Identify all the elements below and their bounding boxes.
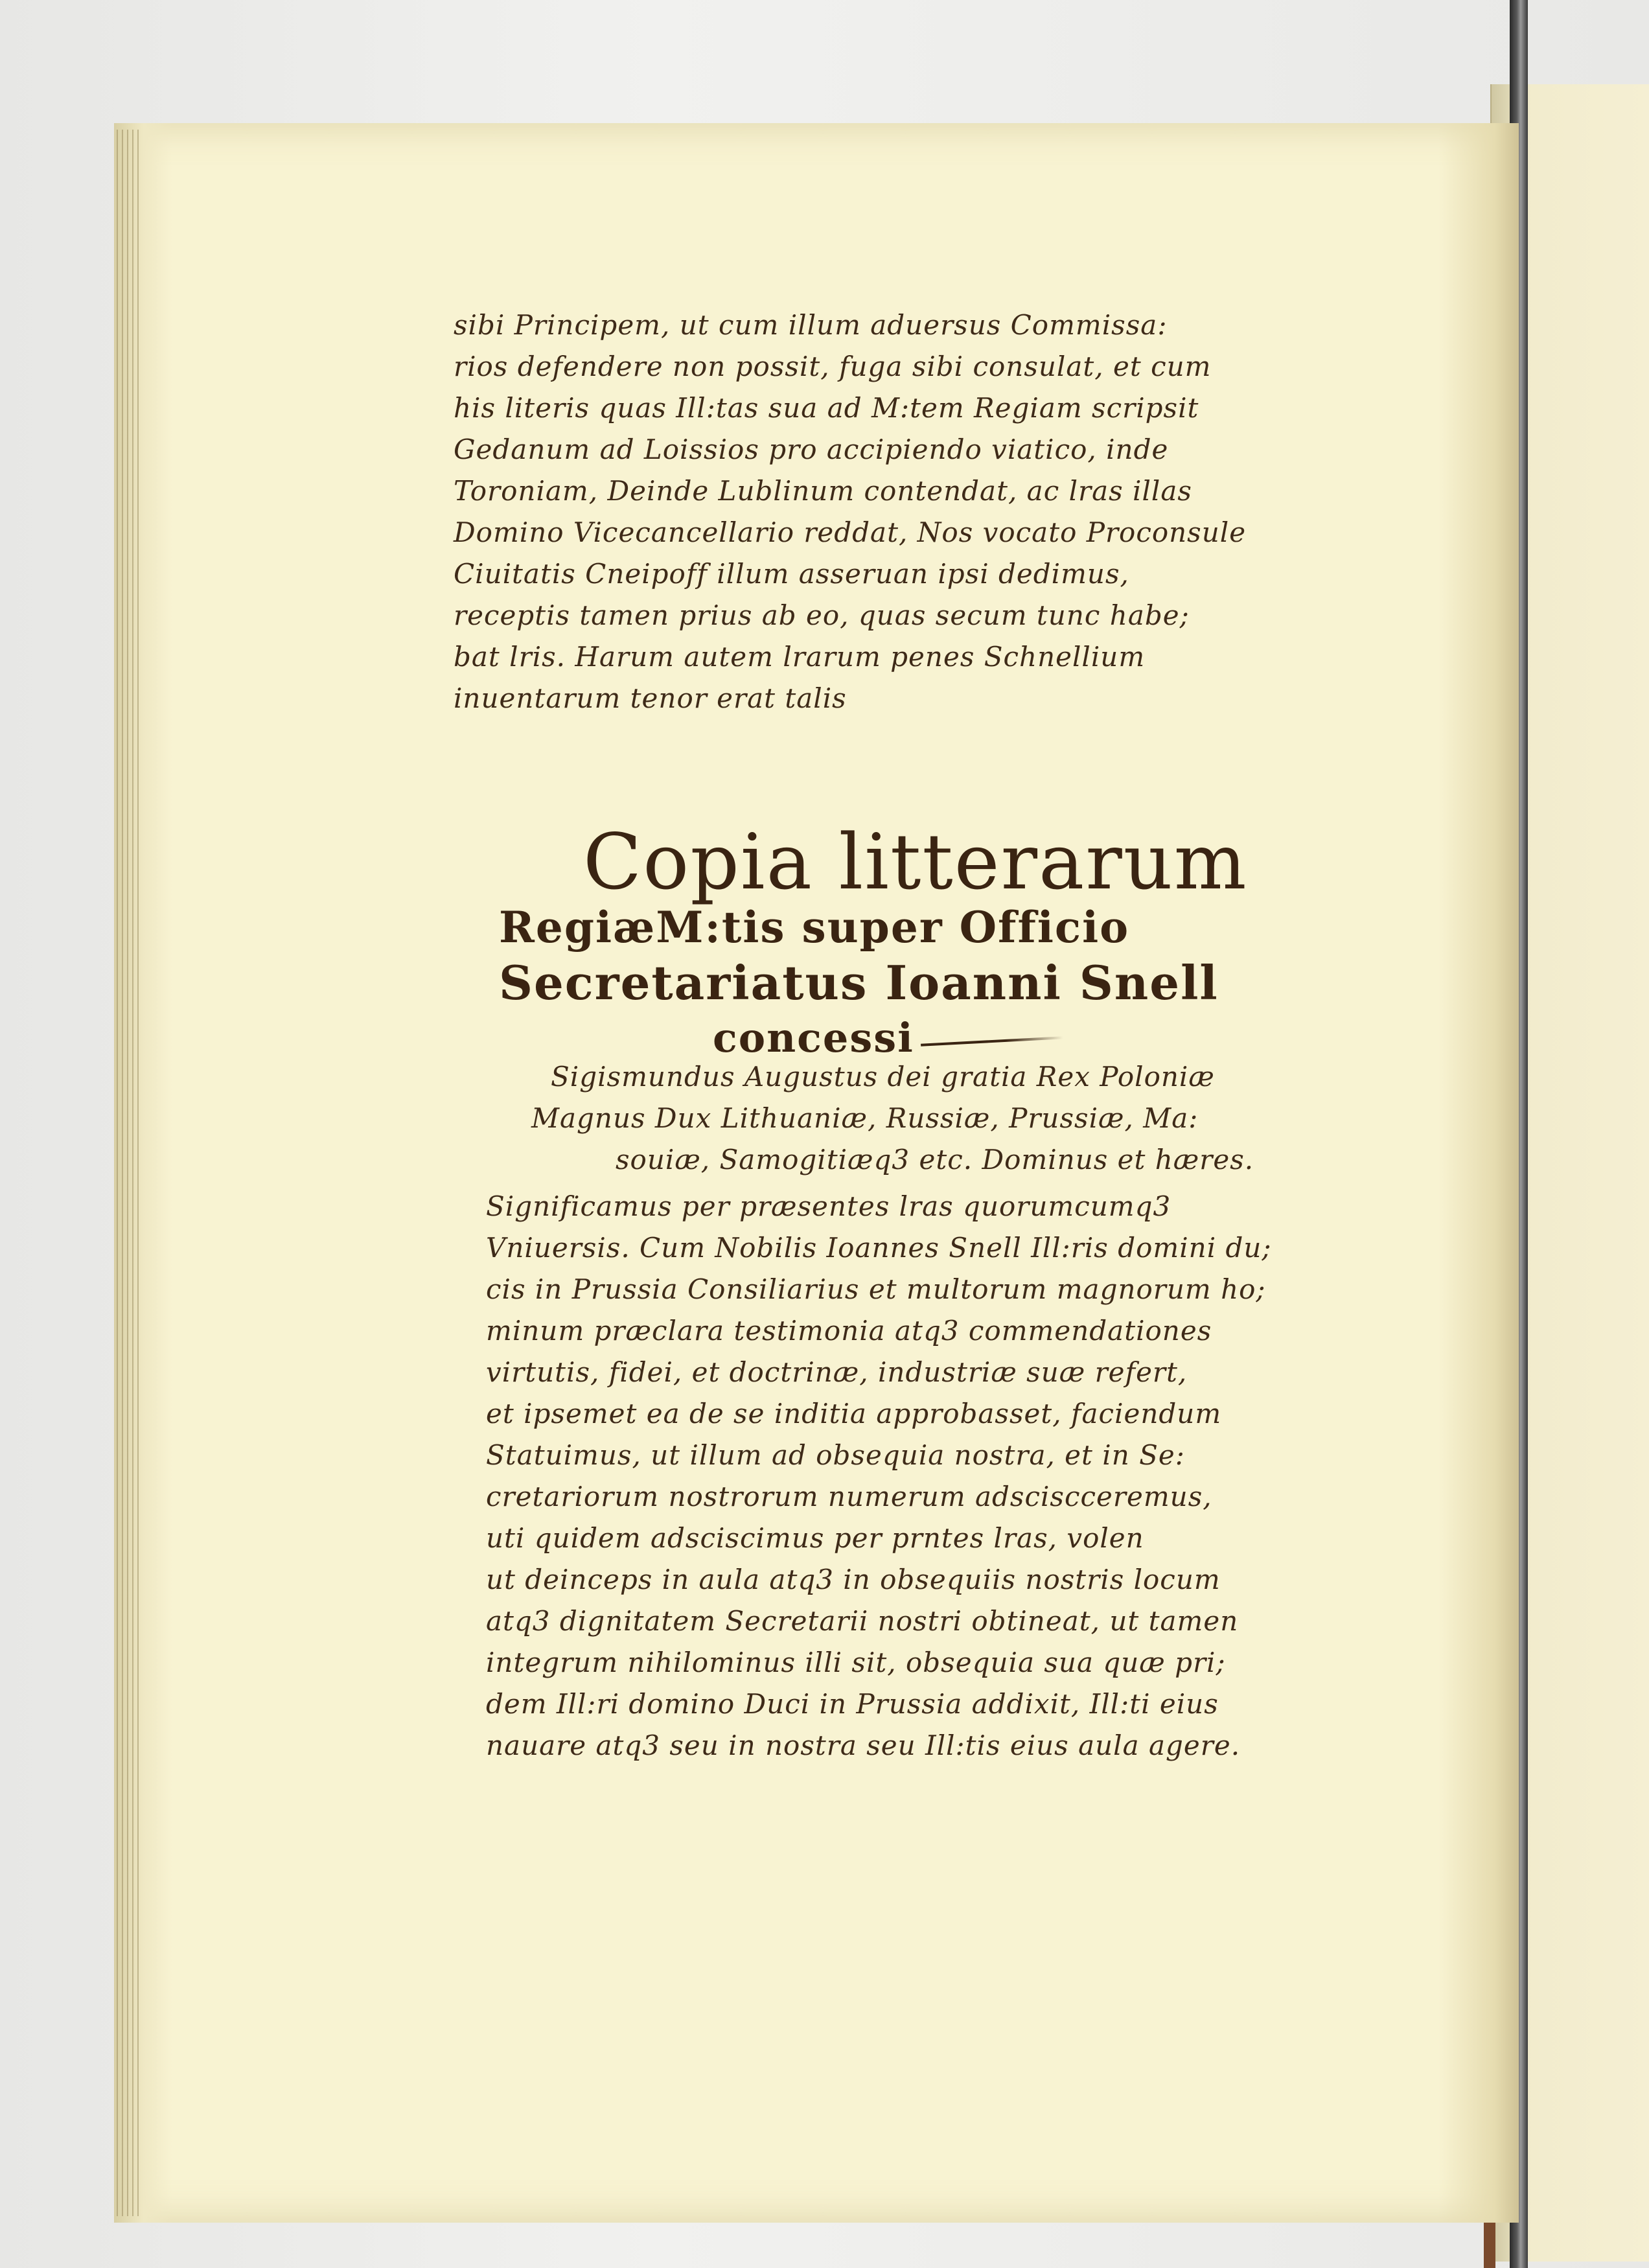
text-line: nauare atq3 seu in nostra seu Ill:tis eius aula agere. [486,1730,1241,1761]
text-line: Statuimus, ut illum ad obsequia nostra, et in Se: [486,1439,1185,1471]
pen-flourish [921,1036,1063,1047]
royal-intitulation [492,1056,1254,1181]
text-line: et ipsemet ea de se inditia approbasset, faciendum [486,1398,1222,1429]
text-line: uti quidem adsciscimus per prntes lras, volen [486,1522,1144,1554]
paragraph-1 [454,305,1315,719]
text-line: Magnus Dux Lithuaniæ, Russiæ, Prussiæ, Ma: [531,1102,1199,1134]
text-line: receptis tamen prius ab eo, quas secum tunc habe; [454,599,1190,631]
text-line: Gedanum ad Loissios pro accipiendo viatico, inde [454,434,1169,465]
text-line: Sigismundus Augustus dei gratia Rex Poloniæ [551,1061,1215,1093]
text-line: atq3 dignitatem Secretarii nostri obtineat, ut tamen [486,1605,1239,1637]
document-heading [492,817,1335,1064]
text-line: minum præclara testimonia atq3 commendationes [486,1315,1212,1347]
text-line: ut deinceps in aula atq3 in obsequiis nostris locum [486,1564,1221,1595]
text-line: Toroniam, Deinde Lublinum contendat, ac lras illas [454,475,1192,507]
paragraph-2 [486,1186,1272,1766]
text-line: inuentarum tenor erat talis [454,682,847,714]
text-line: Ciuitatis Cneipoff illum asseruan ipsi dedimus, [454,558,1129,590]
binding-ribbon [1484,2216,1495,2268]
text-line: rios defendere non possit, fuga sibi consulat, et cum [454,351,1212,382]
text-line: sibi Principem, ut cum illum aduersus Commissa: [454,309,1168,341]
text-line: his literis quas Ill:tas sua ad M:tem Regiam scripsit [454,392,1199,424]
page-stack-edges [117,130,143,2216]
text-line: dem Ill:ri domino Duci in Prussia addixit, Ill:ti eius [486,1688,1219,1720]
text-line: bat lris. Harum autem lrarum penes Schnellium [454,641,1146,673]
heading-line-text: concessi [713,1014,914,1061]
text-line: virtutis, fidei, et doctrinæ, industriæ suæ refert, [486,1356,1188,1388]
text-line: integrum nihilominus illi sit, obsequia sua quæ pri; [486,1647,1226,1678]
text-line: Domino Vicecancellario reddat, Nos vocato Proconsule [454,516,1247,548]
page-gutter-shadow [1438,123,1519,2223]
heading-line: Copia litterarum [583,817,1248,907]
text-line: Vniuersis. Cum Nobilis Ioannes Snell Ill:ris domini du; [486,1232,1272,1264]
heading-line: RegiæM:tis super Officio [499,902,1130,953]
text-line: Significamus per præsentes lras quorumcumq3 [486,1190,1171,1222]
text-line: cis in Prussia Consiliarius et multorum magnorum ho; [486,1273,1266,1305]
text-line: cretariorum nostrorum numerum adsciscceremus, [486,1481,1212,1512]
heading-line: Secretariatus Ioanni Snell [499,955,1219,1010]
text-line: souiæ, Samogitiæq3 etc. Dominus et hæres. [616,1144,1254,1175]
